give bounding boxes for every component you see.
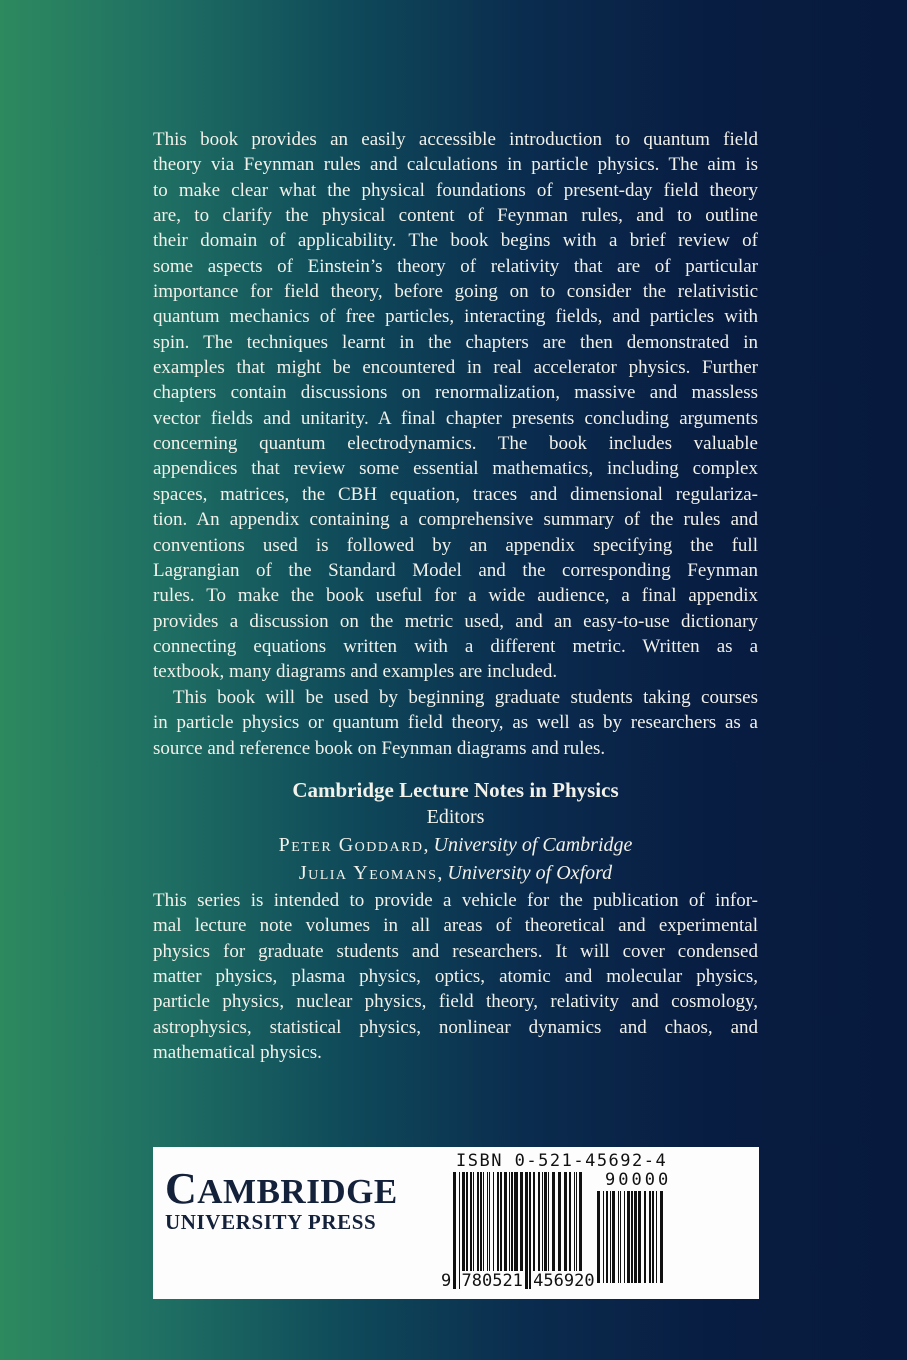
logo-initial: C	[165, 1164, 198, 1213]
ean-left-digits: 780521	[461, 1271, 523, 1291]
barcode-bar	[603, 1191, 604, 1283]
text-line: This series is intended to provide a vehicle for the publication of infor-	[153, 890, 758, 911]
editor-2: Julia Yeomans, University of Oxford	[298, 862, 613, 884]
description-paragraph-2	[153, 685, 758, 761]
text-line: mathematical physics.	[153, 1042, 322, 1064]
barcode-bar	[612, 1191, 615, 1283]
text-line: are, to clarify the physical content of Feynman rules, and to outline	[153, 205, 758, 227]
addon-barcode	[597, 1191, 663, 1283]
text-line: vector fields and unitarity. A final chapter presents concluding arguments	[153, 407, 758, 429]
barcode-bar	[627, 1191, 630, 1283]
barcode-bar	[638, 1191, 641, 1283]
text-line: source and reference book on Feynman diagrams and rules.	[153, 737, 606, 759]
barcode-bar	[652, 1191, 654, 1283]
barcode-bar	[649, 1191, 651, 1283]
logo-rest: AMBRIDGE	[197, 1172, 398, 1211]
barcode-bar	[656, 1191, 657, 1283]
text-line: connecting equations written with a different metric. Written as a	[153, 635, 758, 657]
publisher-barcode-panel	[153, 1147, 759, 1299]
text-line: in particle physics or quantum field theory, as well as by researchers as a	[153, 712, 758, 734]
barcode-bar	[634, 1191, 637, 1283]
text-line: tion. An appendix containing a comprehensive summary of the rules and	[153, 509, 758, 531]
text-line: conventions used is followed by an appendix specifying the full	[153, 534, 758, 556]
barcode-bar	[620, 1191, 621, 1283]
logo-subtitle: UNIVERSITY PRESS	[165, 1210, 377, 1234]
barcode-bar	[618, 1191, 619, 1283]
barcode-bar	[631, 1191, 633, 1283]
text-line: importance for field theory, before going on to consider the relativistic	[153, 281, 758, 303]
text-line: matter physics, plasma physics, optics, atomic and molecular physics,	[153, 966, 758, 988]
text-line: concerning quantum electrodynamics. The book includes valuable	[153, 433, 758, 455]
barcode-bar	[624, 1191, 625, 1283]
text-line: appendices that review some essential mathematics, including complex	[153, 458, 758, 480]
barcode-bar	[660, 1191, 663, 1283]
text-line: This book provides an easily accessible introduction to quantum field	[153, 129, 758, 150]
text-line: examples that might be encountered in real accelerator physics. Further	[153, 357, 758, 379]
text-line: This book will be used by beginning graduate students taking courses	[173, 687, 758, 708]
text-line: Lagrangian of the Standard Model and the corresponding Feynman	[153, 559, 758, 581]
ean-first-digit: 9	[441, 1271, 452, 1291]
text-line: some aspects of Einstein’s theory of relativity that are of particular	[153, 255, 758, 277]
text-line: particle physics, nuclear physics, field theory, relativity and cosmology,	[153, 991, 758, 1013]
text-line: physics for graduate students and researchers. It will cover condensed	[153, 940, 758, 962]
description-paragraph-1	[153, 127, 758, 685]
text-line: to make clear what the physical foundations of present-day field theory	[153, 179, 758, 201]
series-title: Cambridge Lecture Notes in Physics	[292, 778, 619, 802]
text-line: their domain of applicability. The book begins with a brief review of	[153, 230, 758, 252]
text-line: quantum mechanics of free particles, interacting fields, and particles with	[153, 306, 758, 328]
text-line: textbook, many diagrams and examples are included.	[153, 661, 558, 683]
text-line: mal lecture note volumes in all areas of theoretical and experimental	[153, 915, 758, 937]
text-line: rules. To make the book useful for a wide audience, a final appendix	[153, 585, 758, 607]
barcode-bar	[610, 1191, 611, 1283]
series-blurb	[153, 888, 758, 1065]
text-line: chapters contain discussions on renormalization, massive and massless	[153, 382, 758, 404]
logo-wordmark	[165, 1164, 398, 1213]
editor-affiliation: University of Oxford	[447, 862, 613, 884]
text-line: spin. The techniques learnt in the chapters are then demonstrated in	[153, 331, 758, 353]
text-line: theory via Feynman rules and calculations in particle physics. The aim is	[153, 154, 758, 176]
editors-label: Editors	[426, 806, 485, 828]
cambridge-university-press-logo	[165, 1164, 398, 1234]
editor-1: Peter Goddard, University of Cambridge	[278, 834, 633, 856]
text-line: astrophysics, statistical physics, nonlinear dynamics and chaos, and	[153, 1016, 758, 1038]
text-line: provides a discussion on the metric used, and an easy-to-use dictionary	[153, 610, 758, 632]
ean-digits	[441, 1271, 595, 1291]
ean-right-digits: 456920	[533, 1271, 595, 1291]
isbn-text: ISBN 0-521-45692-4	[456, 1151, 668, 1171]
barcode-bar	[597, 1191, 600, 1283]
text-line: spaces, matrices, the CBH equation, traces and dimensional regulariza-	[153, 483, 758, 505]
editor-name: Julia Yeomans	[298, 862, 438, 884]
barcode-bar	[606, 1191, 608, 1283]
editor-affiliation: University of Cambridge	[433, 834, 633, 856]
editor-name: Peter Goddard	[278, 834, 424, 856]
price-addon-number: 90000	[605, 1170, 672, 1190]
barcode-bar	[644, 1191, 646, 1283]
